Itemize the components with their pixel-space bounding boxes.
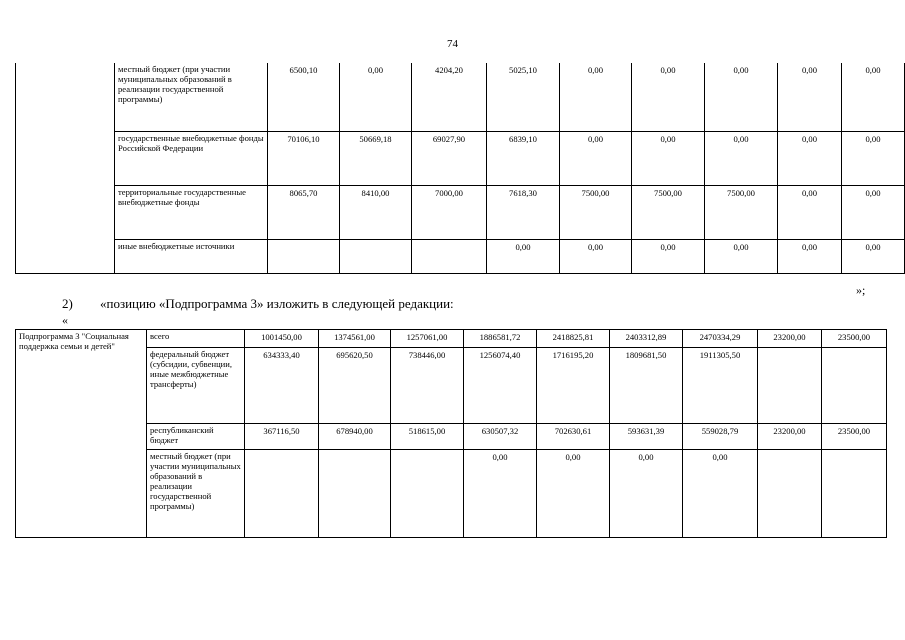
value-cell: 2470334,29 — [683, 330, 758, 348]
value-cell — [412, 239, 487, 273]
value-cell: 7500,00 — [632, 185, 705, 239]
table-row — [16, 185, 905, 239]
value-cell: 0,00 — [340, 63, 412, 131]
value-cell: 0,00 — [487, 239, 560, 273]
opening-quote: « — [62, 313, 68, 327]
value-cell: 2403312,89 — [610, 330, 683, 348]
empty-cell — [16, 185, 115, 239]
page-number: 74 — [447, 38, 458, 50]
value-cell: 8410,00 — [340, 185, 412, 239]
value-cell: 0,00 — [842, 131, 905, 185]
instruction-line — [62, 296, 454, 312]
closing-quote: »; — [856, 283, 866, 297]
value-cell: 0,00 — [610, 450, 683, 538]
row-label: государственные внебюджетные фонды Российской Федерации — [115, 131, 268, 185]
empty-cell — [16, 63, 115, 131]
value-cell — [758, 450, 822, 538]
value-cell: 678940,00 — [319, 424, 391, 450]
value-cell: 0,00 — [632, 131, 705, 185]
value-cell — [340, 239, 412, 273]
value-cell — [391, 450, 464, 538]
value-cell: 0,00 — [778, 239, 842, 273]
row-label: местный бюджет (при участии муниципальных образований в реализации государственной программы) — [115, 63, 268, 131]
value-cell: 23200,00 — [758, 330, 822, 348]
value-cell: 1886581,72 — [464, 330, 537, 348]
table-row — [16, 330, 887, 348]
value-cell: 738446,00 — [391, 348, 464, 424]
row-label: местный бюджет (при участии муниципальных образований в реализации государственной программы) — [147, 450, 245, 538]
value-cell: 23500,00 — [822, 424, 887, 450]
value-cell: 1911305,50 — [683, 348, 758, 424]
value-cell: 69027,90 — [412, 131, 487, 185]
value-cell: 7500,00 — [705, 185, 778, 239]
table-row — [16, 63, 905, 131]
value-cell: 0,00 — [778, 63, 842, 131]
value-cell: 367116,50 — [245, 424, 319, 450]
table-row — [16, 348, 887, 424]
value-cell: 1809681,50 — [610, 348, 683, 424]
value-cell: 1257061,00 — [391, 330, 464, 348]
value-cell: 0,00 — [778, 131, 842, 185]
value-cell: 0,00 — [705, 239, 778, 273]
empty-cell — [16, 239, 115, 273]
value-cell — [268, 239, 340, 273]
row-label: федеральный бюджет (субсидии, субвенции, иные межбюджетные трансферты) — [147, 348, 245, 424]
program-label: Подпрограмма 3 "Социальная поддержка семьи и детей" — [16, 330, 147, 538]
row-label: всего — [147, 330, 245, 348]
value-cell — [758, 348, 822, 424]
value-cell: 70106,10 — [268, 131, 340, 185]
value-cell: 23200,00 — [758, 424, 822, 450]
value-cell: 695620,50 — [319, 348, 391, 424]
value-cell: 6839,10 — [487, 131, 560, 185]
value-cell: 23500,00 — [822, 330, 887, 348]
value-cell: 0,00 — [632, 239, 705, 273]
value-cell: 0,00 — [560, 131, 632, 185]
value-cell: 0,00 — [842, 239, 905, 273]
value-cell: 0,00 — [560, 63, 632, 131]
value-cell: 6500,10 — [268, 63, 340, 131]
value-cell — [822, 348, 887, 424]
table-row — [16, 239, 905, 273]
value-cell: 0,00 — [683, 450, 758, 538]
value-cell: 8065,70 — [268, 185, 340, 239]
value-cell: 593631,39 — [610, 424, 683, 450]
value-cell: 634333,40 — [245, 348, 319, 424]
value-cell: 559028,79 — [683, 424, 758, 450]
instruction-text: «позицию «Подпрограмма 3» изложить в следующей редакции: — [100, 296, 454, 311]
value-cell: 702630,61 — [537, 424, 610, 450]
funding-table-continued — [15, 63, 905, 274]
value-cell: 1374561,00 — [319, 330, 391, 348]
value-cell: 630507,32 — [464, 424, 537, 450]
empty-cell — [16, 131, 115, 185]
value-cell — [319, 450, 391, 538]
value-cell: 1256074,40 — [464, 348, 537, 424]
value-cell: 7618,30 — [487, 185, 560, 239]
row-label: территориальные государственные внебюджетные фонды — [115, 185, 268, 239]
value-cell: 0,00 — [537, 450, 610, 538]
value-cell: 0,00 — [464, 450, 537, 538]
value-cell: 0,00 — [842, 185, 905, 239]
value-cell: 0,00 — [705, 63, 778, 131]
value-cell: 518615,00 — [391, 424, 464, 450]
value-cell — [245, 450, 319, 538]
value-cell: 0,00 — [560, 239, 632, 273]
value-cell: 4204,20 — [412, 63, 487, 131]
value-cell: 0,00 — [705, 131, 778, 185]
value-cell: 50669,18 — [340, 131, 412, 185]
value-cell: 0,00 — [842, 63, 905, 131]
instruction-number: 2) — [62, 296, 73, 311]
value-cell: 1001450,00 — [245, 330, 319, 348]
value-cell: 5025,10 — [487, 63, 560, 131]
table-row — [16, 424, 887, 450]
value-cell: 7500,00 — [560, 185, 632, 239]
value-cell: 2418825,81 — [537, 330, 610, 348]
value-cell — [822, 450, 887, 538]
value-cell: 1716195,20 — [537, 348, 610, 424]
value-cell: 0,00 — [778, 185, 842, 239]
value-cell: 7000,00 — [412, 185, 487, 239]
table-row — [16, 450, 887, 538]
table-row — [16, 131, 905, 185]
row-label: республиканский бюджет — [147, 424, 245, 450]
row-label: иные внебюджетные источники — [115, 239, 268, 273]
subprogram-3-table — [15, 329, 887, 538]
value-cell: 0,00 — [632, 63, 705, 131]
